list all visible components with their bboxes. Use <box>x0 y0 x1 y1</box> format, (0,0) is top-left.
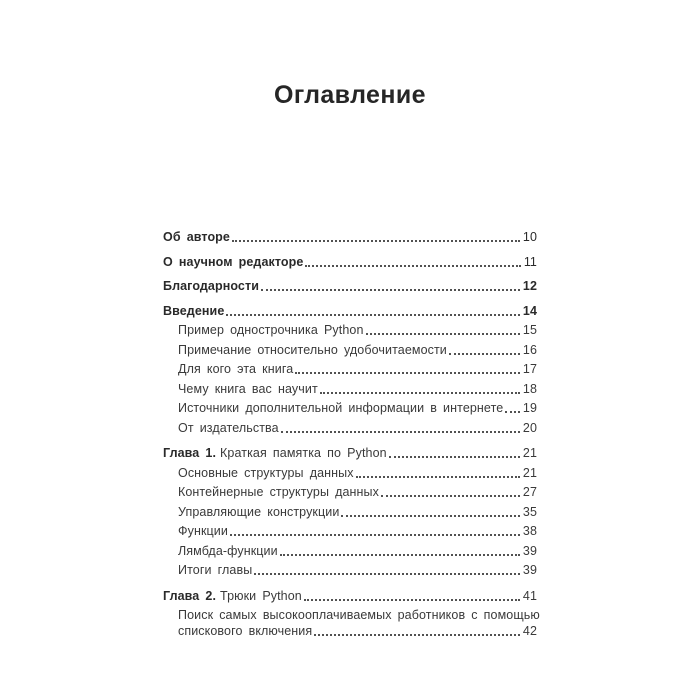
toc-entry <box>163 229 537 245</box>
toc-entry-label: Итоги главы <box>178 563 253 577</box>
toc-entry-label: Об авторе <box>163 230 230 244</box>
toc-entry-label: спискового включения <box>178 624 313 638</box>
toc-entry-page: 21 <box>522 465 537 480</box>
dot-leader <box>230 523 520 536</box>
dot-leader <box>281 420 520 433</box>
toc-entry <box>163 278 537 294</box>
toc-entry-label: Для кого эта книга <box>178 362 294 376</box>
toc-entry-label: Введение <box>163 303 225 318</box>
toc-entry-label: Функции <box>178 524 228 538</box>
chapter-number-label: Глава 2. <box>163 588 217 603</box>
toc-entry-page: 38 <box>522 524 537 538</box>
toc-entry-page: 18 <box>522 381 537 396</box>
dot-leader <box>505 400 520 413</box>
toc-entry-page: 11 <box>523 254 537 269</box>
dot-leader <box>304 588 520 601</box>
toc-entry-page: 12 <box>522 279 537 293</box>
toc-entry <box>163 543 537 559</box>
toc-entry <box>163 484 537 500</box>
toc-entry <box>163 254 537 270</box>
toc-entry-page: 16 <box>522 342 537 357</box>
dot-leader <box>449 342 520 355</box>
toc-entry-page: 41 <box>522 588 537 603</box>
dot-leader <box>261 278 520 291</box>
toc-entry <box>163 523 537 539</box>
toc-entry-page: 21 <box>522 446 537 460</box>
toc-entry-page: 15 <box>522 323 537 337</box>
toc-entry-label: Источники дополнительной информации в интернете <box>178 401 504 415</box>
toc-entry-page: 17 <box>522 362 537 376</box>
dot-leader <box>226 303 520 316</box>
page-title: Оглавление <box>274 81 426 109</box>
toc-entry-label: Примечание относительно удобочитаемости <box>178 342 447 357</box>
toc-entry-chapter <box>163 588 537 604</box>
toc-entry-page: 20 <box>522 420 537 435</box>
dot-leader <box>305 254 520 267</box>
toc-entry-page: 19 <box>522 401 537 415</box>
toc-entry-page: 42 <box>522 624 537 638</box>
toc-entry-page: 39 <box>522 543 537 558</box>
table-of-contents <box>163 229 540 639</box>
toc-entry <box>163 322 537 338</box>
dot-leader <box>341 504 519 517</box>
dot-leader <box>314 623 520 636</box>
toc-entry-multiline <box>163 607 540 639</box>
toc-entry-label: Лямбда-функции <box>178 543 278 558</box>
toc-entry <box>163 342 537 358</box>
toc-entry <box>163 465 537 481</box>
toc-entry-label: Чему книга вас научит <box>178 381 318 396</box>
dot-leader <box>232 229 520 242</box>
toc-entry <box>163 303 537 319</box>
toc-entry-page: 35 <box>522 504 537 519</box>
toc-entry-page: 39 <box>522 563 537 577</box>
toc-entry-chapter <box>163 445 537 461</box>
toc-entry-label: Трюки Python <box>220 588 302 603</box>
toc-entry <box>163 562 537 578</box>
toc-entry-page: 10 <box>522 230 537 244</box>
dot-leader <box>280 543 520 556</box>
dot-leader <box>389 445 520 458</box>
toc-entry-label: Пример однострочника Python <box>178 323 364 337</box>
toc-entry-page: 27 <box>522 485 537 499</box>
toc-entry-label: Управляющие конструкции <box>178 504 340 519</box>
toc-entry <box>163 361 537 377</box>
toc-entry-label: От издательства <box>178 420 279 435</box>
toc-entry-label: Благодарности <box>163 279 259 293</box>
dot-leader <box>254 562 520 575</box>
toc-entry <box>163 400 537 416</box>
toc-entry <box>163 504 537 520</box>
toc-entry-label: О научном редакторе <box>163 254 304 269</box>
toc-entry <box>163 420 537 436</box>
dot-leader <box>320 381 520 394</box>
toc-entry-label: Основные структуры данных <box>178 465 354 480</box>
dot-leader <box>356 465 520 478</box>
dot-leader <box>295 361 520 374</box>
dot-leader <box>381 484 520 497</box>
toc-entry-label: Краткая памятка по Python <box>220 446 387 460</box>
toc-entry-label: Контейнерные структуры данных <box>178 485 379 499</box>
chapter-number-label: Глава 1. <box>163 446 217 460</box>
dot-leader <box>366 322 520 335</box>
toc-entry <box>163 381 537 397</box>
toc-entry-line-1 <box>163 607 540 623</box>
toc-entry-label: Поиск самых высокооплачиваемых работников с помощью <box>178 608 540 622</box>
toc-entry-line-2 <box>163 623 537 639</box>
toc-entry-page: 14 <box>522 303 537 318</box>
